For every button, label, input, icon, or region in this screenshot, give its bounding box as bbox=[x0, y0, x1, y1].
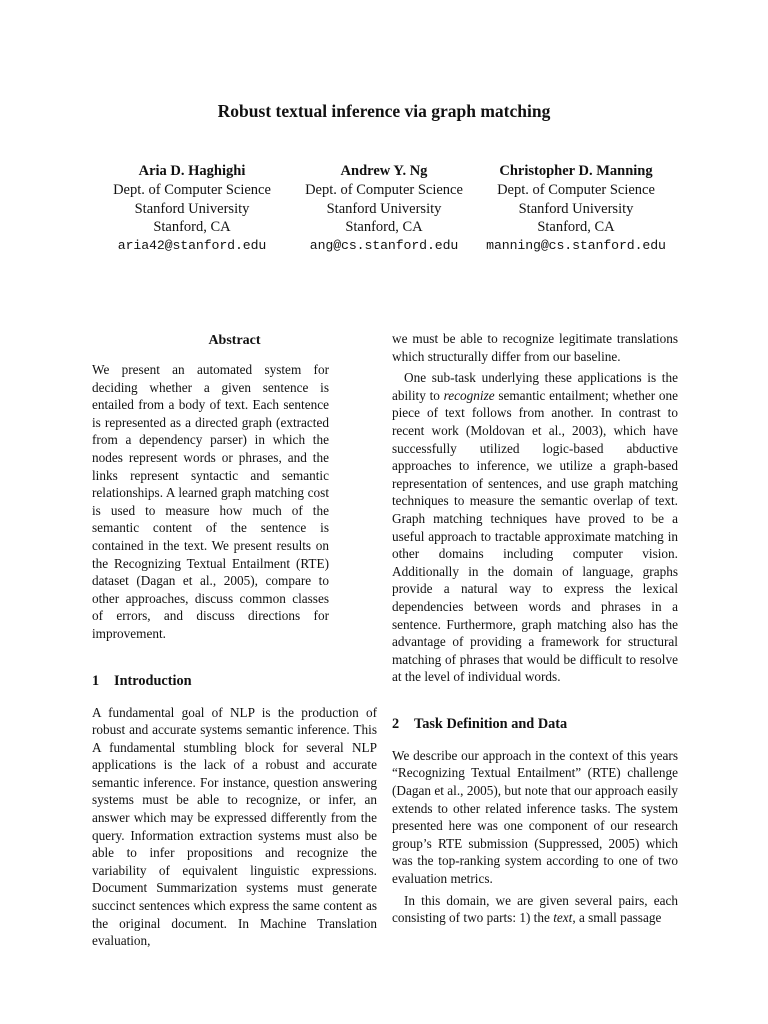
paragraph-text: In this domain, we are given several pairs, each consisting of two parts: 1) the bbox=[392, 892, 678, 926]
author-dept: Dept. of Computer Science bbox=[305, 181, 463, 198]
author-dept: Dept. of Computer Science bbox=[497, 181, 655, 198]
section-title: Task Definition and Data bbox=[414, 715, 568, 732]
author-manning bbox=[476, 162, 676, 256]
paragraph-text: semantic entailment; whether one piece of text follows from another. In contrast to recent work (Moldovan et al., 2003), which have successfully utilized logic-based abductive approaches to inference, we utilize a graph-based representation of sentences, and use graph matching techniques to measure the semantic overlap of text. Graph matching techniques have proved to be a useful approach to tractable approximate matching in other domains including computer vision. Additionally in the domain of language, graphs provide a natural way to express the lexical dependencies between words and phrases in a sentence. Furthermore, graph matching also has the advantage of providing a framework for structural matching of phrases that would be difficult to resolve at the level of individual words. bbox=[392, 387, 678, 685]
right-column bbox=[392, 330, 678, 927]
author-location: Stanford, CA bbox=[345, 219, 423, 236]
author-name: Aria D. Haghighi bbox=[138, 163, 246, 179]
author-haghighi bbox=[92, 162, 292, 256]
abstract-text: We present an automated system for deciding whether a given sentence is entailed from a body of text. Each sentence is represented as a directed graph (extracted from a dependency parser) in which the nodes represent words or phrases, and the links represent syntactic and semantic relationships. A learned graph matching cost is used to measure how much of the semantic content of the sentence is contained in the text. We present results on the Recognizing Textual Entailment (RTE) dataset (Dagan et al., 2005), compare to other approaches, discuss common classes of errors, and discuss directions for improvement. bbox=[92, 362, 329, 641]
task-definition-paragraph: We describe our approach in the context of this years “Recognizing Textual Entailment” (RTE) challenge (Dagan et al., 2005), but note that our approach easily extends to other related inference tasks. The system presented here was one component of our research group’s RTE submission (Suppressed, 2005) which was the top-ranking system according to one of two evaluation metrics. bbox=[392, 747, 678, 887]
introduction-paragraph: A fundamental goal of NLP is the production of robust and accurate systems semantic inference. This A fundamental stumbling block for several NLP applications is the lack of a robust and accurate semantic inference. For instance, question answering systems must be able to recognize, or infer, an answer which may be expressed differently from the query. Information extraction systems must also be able to infer propositions and recognize the variability of equivalent linguistic expressions. Document Summarization systems must generate succinct sentences which express the same content as the original document. In Machine Translation evaluation, bbox=[92, 704, 377, 949]
abstract-heading: Abstract bbox=[208, 333, 261, 348]
section-heading-introduction bbox=[92, 672, 377, 690]
paper-title: Robust textual inference via graph matching bbox=[217, 101, 551, 121]
author-name: Christopher D. Manning bbox=[499, 163, 653, 179]
section-heading-task-definition bbox=[392, 715, 678, 733]
body-paragraph bbox=[392, 369, 678, 686]
author-name: Andrew Y. Ng bbox=[340, 163, 428, 179]
section-number: 2 bbox=[392, 715, 400, 732]
author-email: ang@cs.stanford.edu bbox=[309, 238, 459, 254]
continuation-paragraph: we must be able to recognize legitimate translations which structurally differ from our baseline. bbox=[392, 331, 678, 364]
author-university: Stanford University bbox=[326, 200, 442, 217]
task-definition-paragraph-2 bbox=[392, 892, 678, 927]
emphasis-text: recognize bbox=[443, 387, 495, 403]
section-title: Introduction bbox=[114, 672, 192, 689]
paragraph-text: One sub-task underlying these applications is the ability to bbox=[392, 370, 678, 403]
author-location: Stanford, CA bbox=[537, 219, 615, 236]
author-university: Stanford University bbox=[518, 200, 634, 217]
author-ng bbox=[284, 162, 484, 256]
author-email: aria42@stanford.edu bbox=[117, 238, 267, 254]
emphasis-text: text bbox=[553, 910, 573, 926]
paragraph-text: , a small passage bbox=[572, 910, 662, 926]
author-university: Stanford University bbox=[134, 200, 250, 217]
author-dept: Dept. of Computer Science bbox=[113, 181, 271, 198]
author-location: Stanford, CA bbox=[153, 219, 231, 236]
author-email: manning@cs.stanford.edu bbox=[486, 238, 666, 254]
left-column bbox=[92, 332, 377, 950]
section-number: 1 bbox=[92, 672, 100, 689]
